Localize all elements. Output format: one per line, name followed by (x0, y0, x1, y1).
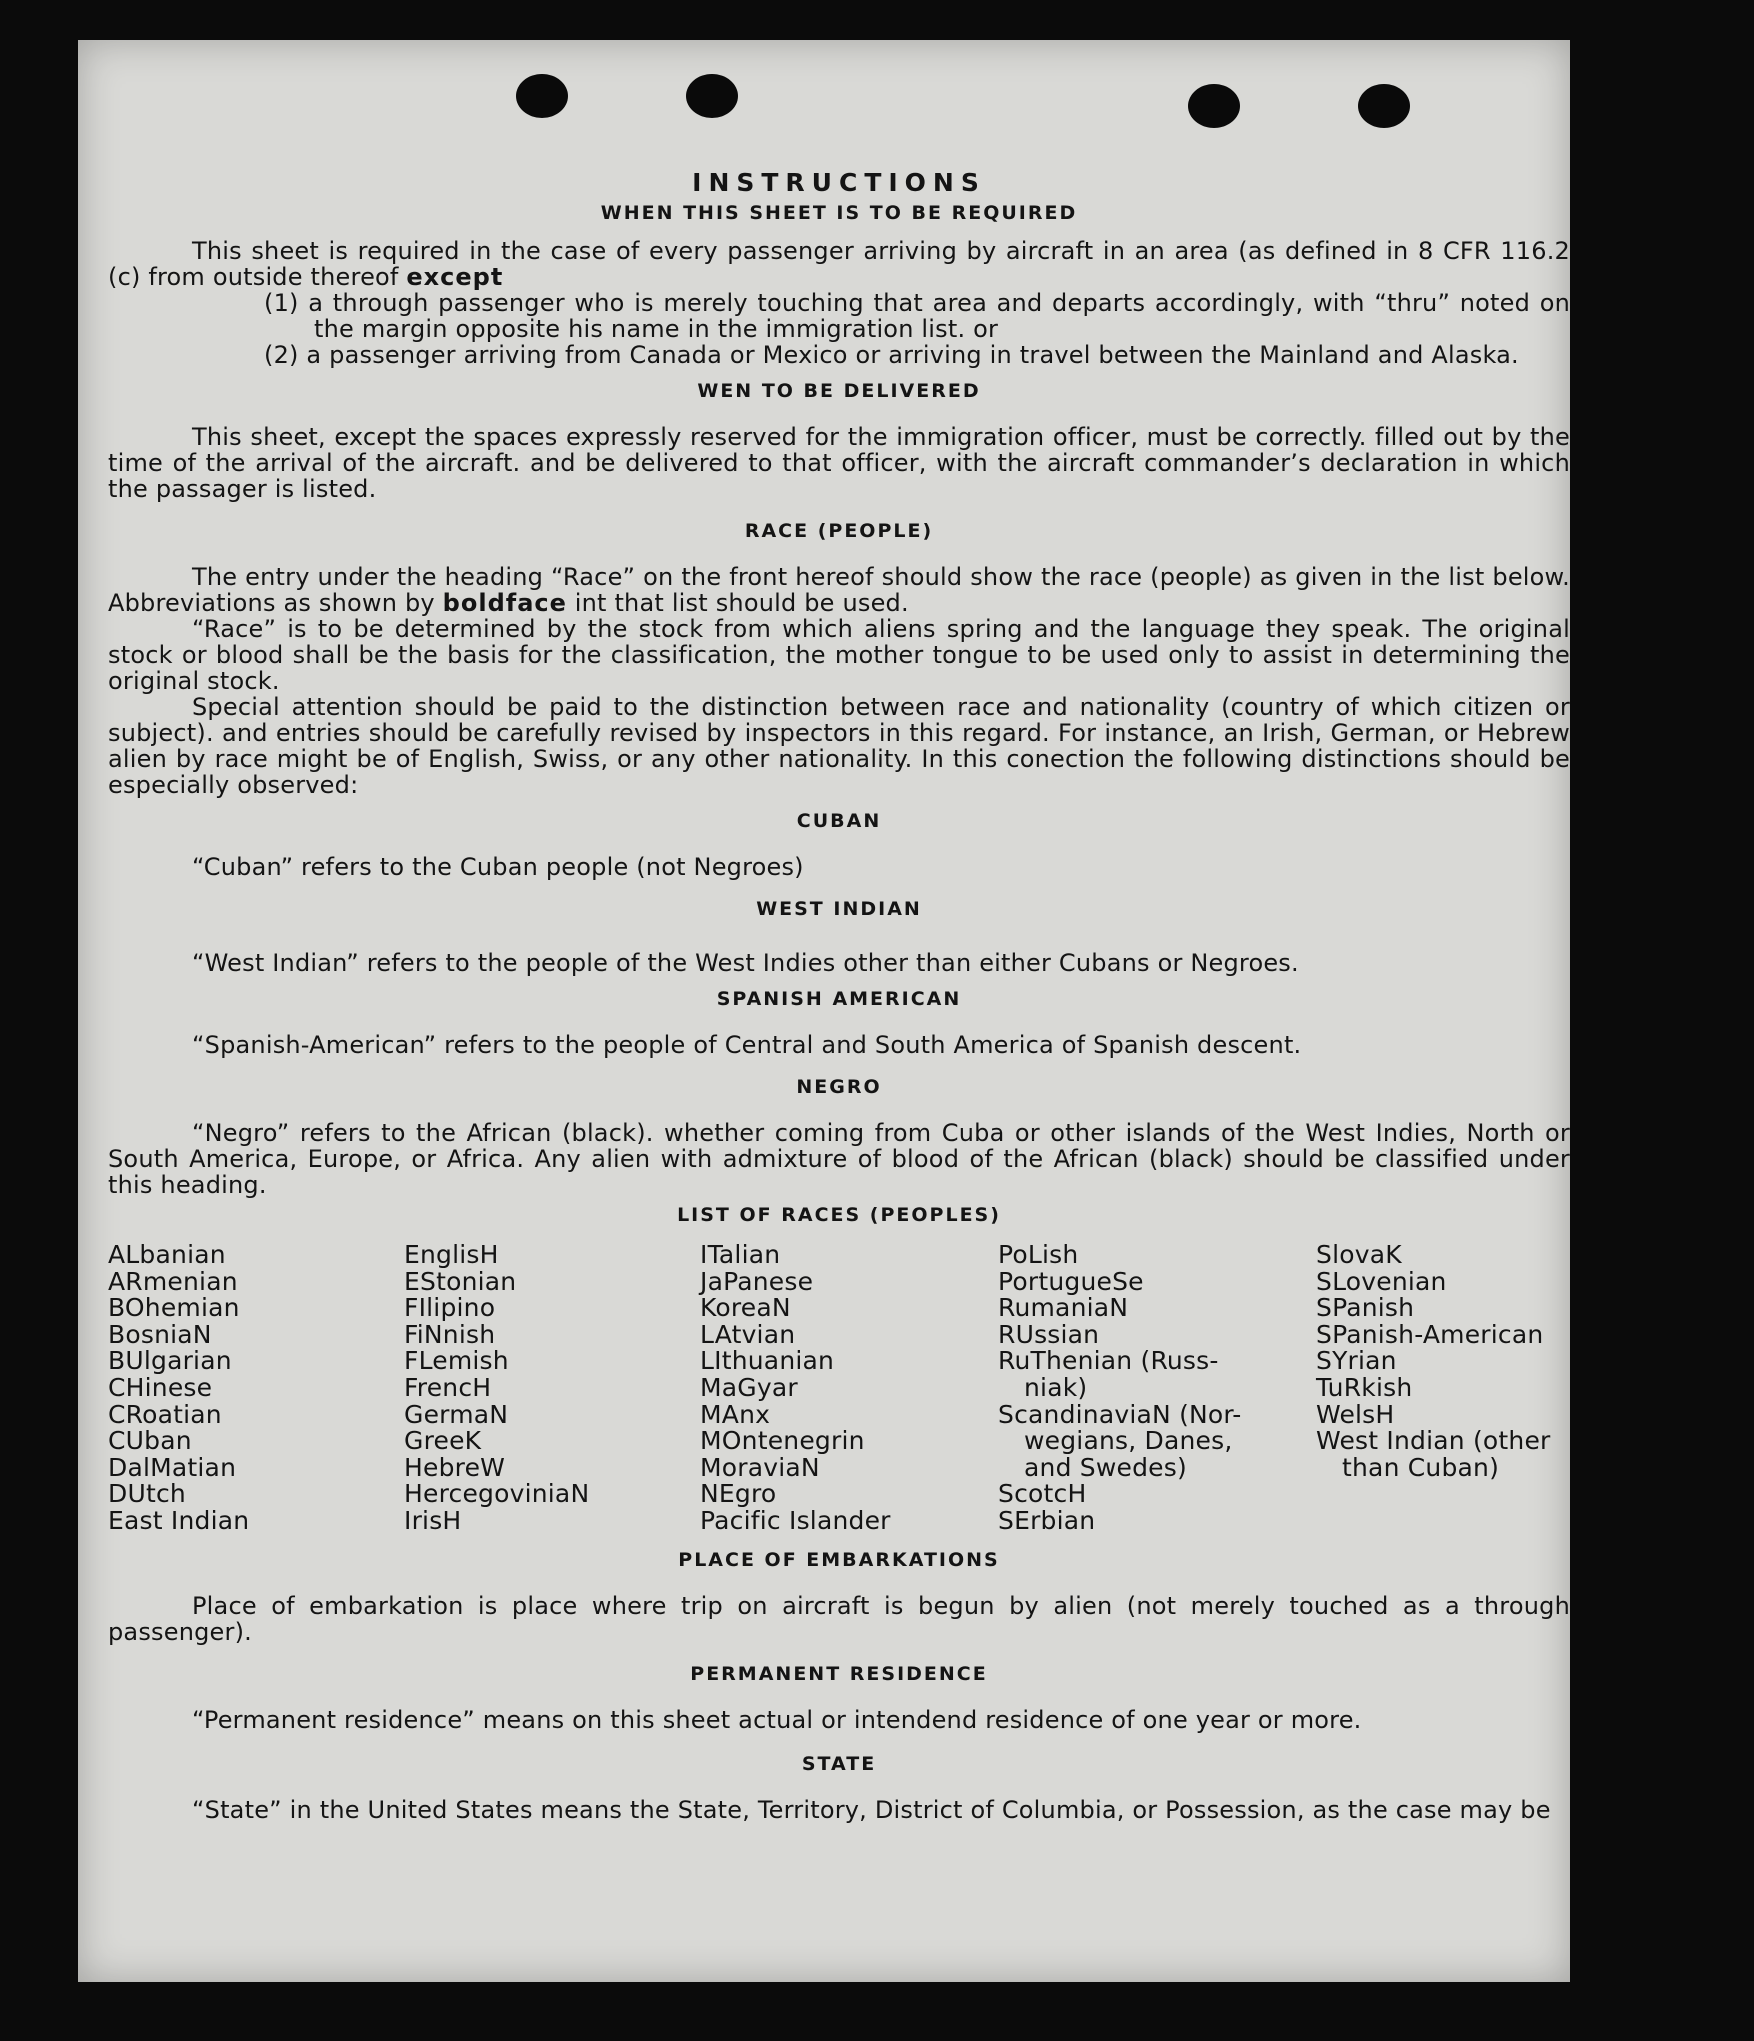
heading-when-required: WHEN THIS SHEET IS TO BE REQUIRED (600, 202, 1078, 224)
page-title: INSTRUCTIONS (692, 168, 986, 197)
race-item: ScotcH (998, 1479, 1087, 1509)
race-item: EStonian (404, 1266, 517, 1296)
when-delivered-text: This sheet, except the spaces expressly reserved for the immigration officer, must be correctly. filled out by the time of the arrival of the aircraft. and be delivered to that officer, with the aircraft commander’s declaration in which the passager is listed. (108, 423, 1570, 503)
document-page (78, 40, 1570, 1982)
race-item: PoLish (998, 1240, 1079, 1269)
boldface-keyword: boldface (442, 589, 567, 617)
race-item: HebreW (404, 1452, 506, 1482)
race-item: than Cuban) (1342, 1452, 1500, 1482)
race-item: SPanish (1316, 1293, 1415, 1323)
race-paragraph-3: Special attention should be paid to the distinction between race and nationality (country of which citizen or subject). and entries should be carefully revised by inspectors in this regard. For instance, an Irish, German, or Hebrew alien by race might be of English, Swiss, or any other nationality. In this conection the following distinctions should be especially observed: (108, 693, 1570, 799)
race-item: and Swedes) (1024, 1452, 1187, 1482)
heading-state: STATE (801, 1752, 877, 1775)
race-item: DUtch (108, 1479, 186, 1509)
race-item: niak) (1024, 1372, 1088, 1402)
race-item: East Indian (108, 1505, 250, 1535)
west-indian-text: “West Indian” refers to the people of the West Indies other than either Cubans or Negroes. (192, 949, 1299, 977)
heading-race: RACE (PEOPLE) (744, 520, 934, 542)
race-item: IrisH (404, 1505, 462, 1535)
race-item: FiNnish (404, 1319, 496, 1349)
races-column-3 (700, 1242, 998, 1535)
races-column-5 (1316, 1242, 1566, 1535)
race-item: LIthuanian (700, 1346, 835, 1376)
race-item: West Indian (other (1316, 1426, 1551, 1456)
race-item: RuThenian (Russ- (998, 1346, 1219, 1376)
race-item: PortugueSe (998, 1266, 1144, 1296)
race-item: CHinese (108, 1372, 213, 1402)
race-item: BOhemian (108, 1293, 240, 1323)
heading-cuban: CUBAN (796, 810, 882, 832)
race-item: TuRkish (1316, 1372, 1413, 1402)
instructions-body (108, 170, 1570, 1823)
race-item: FrencH (404, 1372, 492, 1402)
race-item: LAtvian (700, 1319, 796, 1349)
race-item: SErbian (998, 1505, 1096, 1535)
race-item: GreeK (404, 1426, 482, 1456)
race-item: MaGyar (700, 1372, 798, 1402)
race-item: ALbanian (108, 1240, 226, 1269)
race-paragraph-1: The entry under the heading “Race” on the front hereof should show the race (people) as given in the list below. Abbreviations as shown by boldface int that list should be used. (108, 563, 1570, 617)
race-item: HercegoviniaN (404, 1479, 590, 1509)
race-item: ITalian (700, 1240, 781, 1269)
race-item: SlovaK (1316, 1240, 1402, 1269)
race-item: FLemish (404, 1346, 509, 1376)
when-required-text: This sheet is required in the case of every passenger arriving by aircraft in an area (as defined in 8 CFR 116.2 (c) from outside thereof except (108, 237, 1570, 291)
spanish-american-text: “Spanish-American” refers to the people of Central and South America of Spanish descent. (192, 1031, 1302, 1059)
race-item: DalMatian (108, 1452, 237, 1482)
races-list (108, 1242, 1570, 1535)
race-item: SPanish-American (1316, 1319, 1544, 1349)
race-item: MoraviaN (700, 1452, 820, 1482)
race-item: WelsH (1316, 1399, 1395, 1429)
heading-embarkation: PLACE OF EMBARKATIONS (678, 1548, 1000, 1571)
race-item: Pacific Islander (700, 1505, 891, 1535)
punch-hole (1188, 84, 1240, 128)
heading-negro: NEGRO (796, 1076, 882, 1098)
embarkation-text: Place of embarkation is place where trip on aircraft is begun by alien (not merely touched as a through passenger). (108, 1591, 1570, 1646)
race-item: SYrian (1316, 1346, 1397, 1376)
races-column-2 (404, 1242, 700, 1535)
race-item: ScandinaviaN (Nor- (998, 1399, 1242, 1429)
race-item: CRoatian (108, 1399, 222, 1429)
races-column-1 (108, 1242, 404, 1535)
race-item: CUban (108, 1426, 192, 1456)
race-item: BosniaN (108, 1319, 212, 1349)
race-item: BUlgarian (108, 1346, 232, 1376)
except-keyword: except (406, 263, 504, 291)
residence-text: “Permanent residence” means on this sheet actual or intendend residence of one year or more. (192, 1705, 1362, 1734)
race-item: EnglisH (404, 1240, 499, 1269)
cuban-text: “Cuban” refers to the Cuban people (not Negroes) (192, 853, 804, 881)
heading-spanish-american: SPANISH AMERICAN (716, 988, 962, 1010)
race-item: MOntenegrin (700, 1426, 865, 1456)
race-item: MAnx (700, 1399, 771, 1429)
race-paragraph-2: “Race” is to be determined by the stock from which aliens spring and the language they speak. The original stock or blood shall be the basis for the classification, the mother tongue to be used only to assist in determining the original stock. (108, 615, 1570, 695)
race-item: ARmenian (108, 1266, 238, 1296)
race-item: FIlipino (404, 1293, 496, 1323)
race-item: SLovenian (1316, 1266, 1447, 1296)
heading-list-of-races: LIST OF RACES (PEOPLES) (677, 1204, 1001, 1226)
punch-hole (516, 74, 568, 118)
heading-when-delivered: WEN TO BE DELIVERED (697, 380, 981, 402)
punch-hole (1358, 84, 1410, 128)
heading-permanent-residence: PERMANENT RESIDENCE (690, 1662, 988, 1685)
races-column-4 (998, 1242, 1316, 1535)
race-item: JaPanese (700, 1266, 814, 1296)
race-item: KoreaN (700, 1293, 791, 1323)
race-item: RUssian (998, 1319, 1100, 1349)
punch-hole (686, 74, 738, 118)
race-item: RumaniaN (998, 1293, 1129, 1323)
negro-text: “Negro” refers to the African (black). whether coming from Cuba or other islands of the West Indies, North or South America, Europe, or Africa. Any alien with admixture of blood of the African (black) should be classified under this heading. (108, 1119, 1570, 1199)
state-text: “State” in the United States means the State, Territory, District of Columbia, or Possession, as the case may be (192, 1795, 1551, 1824)
heading-west-indian: WEST INDIAN (756, 898, 922, 920)
race-item: wegians, Danes, (1024, 1426, 1233, 1456)
race-item: GermaN (404, 1399, 509, 1429)
race-item: NEgro (700, 1479, 777, 1509)
exception-item-2: (2) a passenger arriving from Canada or Mexico or arriving in travel between the Mainland and Alaska. (264, 341, 1519, 369)
exception-item-1: (1) a through passenger who is merely touching that area and departs accordingly, with “thru” noted on the margin opposite his name in the immigration list. or (264, 289, 1570, 343)
